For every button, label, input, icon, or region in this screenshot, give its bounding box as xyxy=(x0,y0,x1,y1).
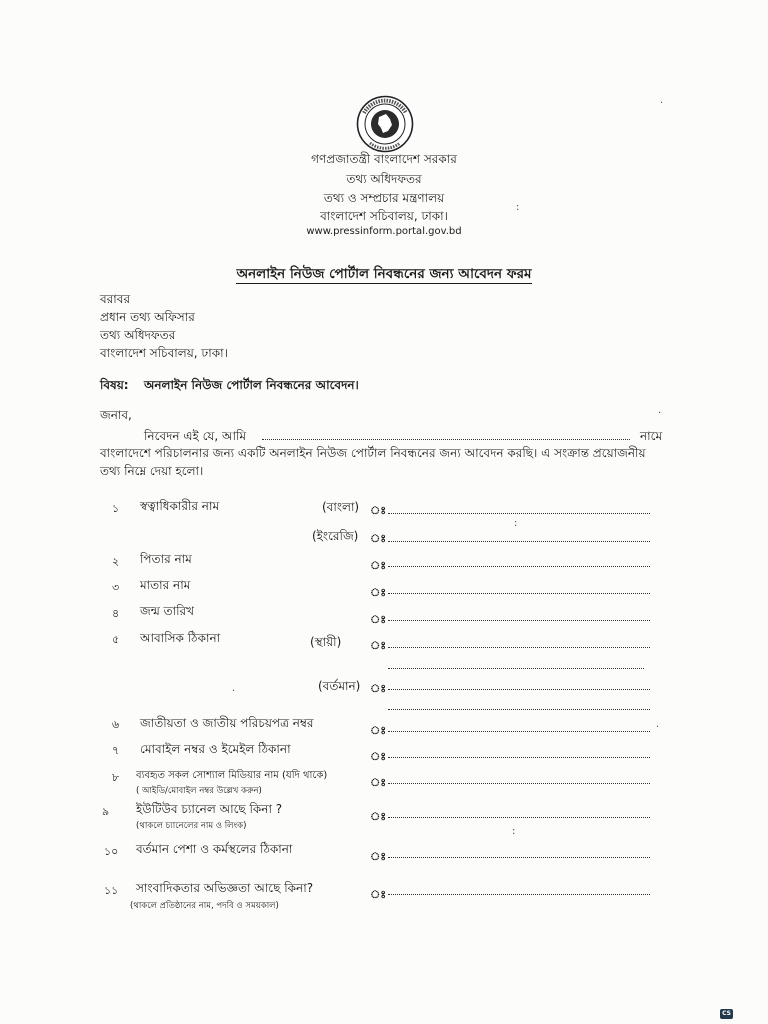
field-number: ৫ xyxy=(112,633,120,646)
recipient-office: তথ্য অধিদফতর xyxy=(100,328,176,342)
scanner-badge-icon: CS xyxy=(720,1009,733,1019)
scan-speck: : xyxy=(512,826,516,837)
field-colon: ঃ xyxy=(370,532,387,545)
journalism-experience-blank[interactable] xyxy=(388,894,650,895)
father-name-blank[interactable] xyxy=(388,566,650,567)
scan-speck: · xyxy=(658,408,662,419)
field-label-mobile-email: মোবাইল নম্বর ও ইমেইল ঠিকানা xyxy=(140,742,291,756)
occupation-blank[interactable] xyxy=(388,857,650,858)
field-colon: ঃ xyxy=(370,639,387,652)
scan-speck: · xyxy=(232,686,236,697)
field-colon: ঃ xyxy=(370,810,387,823)
scan-speck: : xyxy=(514,518,518,529)
field-sublabel-youtube: (থাকলে চ্যানেলের নাম ও লিংক) xyxy=(136,821,247,831)
form-title: অনলাইন নিউজ পোর্টাল নিবন্ধনের জন্য আবেদন ফরম xyxy=(236,266,532,282)
salutation: জনাব, xyxy=(100,408,132,422)
field-number: ৬ xyxy=(112,718,120,731)
field-qualifier-english: (ইংরেজি) xyxy=(312,529,359,543)
field-colon: ঃ xyxy=(370,559,387,572)
field-label-residential-address: আবাসিক ঠিকানা xyxy=(140,631,221,645)
field-colon: ঃ xyxy=(370,724,387,737)
field-number: ৯ xyxy=(102,805,110,818)
mother-name-blank[interactable] xyxy=(388,593,650,594)
permanent-address-blank-2[interactable] xyxy=(388,668,644,669)
scan-speck: : xyxy=(516,202,520,213)
field-qualifier-bangla: (বাংলা) xyxy=(322,500,360,514)
field-label-occupation: বর্তমান পেশা ও কর্মস্থলের ঠিকানা xyxy=(136,842,293,856)
subject-label: বিষয়: xyxy=(100,378,129,392)
body-paragraph: বাংলাদেশে পরিচালনার জন্য একটি অনলাইন নিউজ পোর্টাল নিবন্ধনের জন্য আবেদন করছি। এ সংক্রান্ত প্রয়োজনীয় তথ্য নিম্নে দেয়া হলো। xyxy=(100,446,646,478)
field-label-birth-date: জন্ম তারিখ xyxy=(140,604,195,618)
field-number: ৮ xyxy=(112,771,120,784)
applicant-name-blank[interactable] xyxy=(262,439,630,440)
ministry-name: তথ্য ও সম্প্রচার মন্ত্রণালয় xyxy=(323,191,445,205)
field-label-social-media: ব্যবহৃত সকল সোশ্যাল মিডিয়ার নাম (যদি থাকে) xyxy=(136,770,328,781)
field-number: ১ xyxy=(112,502,120,515)
field-qualifier-present: (বর্তমান) xyxy=(318,679,361,693)
body-line1-start: নিবেদন এই যে, আমি xyxy=(144,429,247,443)
field-colon: ঃ xyxy=(370,504,387,517)
recipient-designation: প্রধান তথ্য অফিসার xyxy=(100,310,195,324)
field-colon: ঃ xyxy=(370,776,387,789)
social-media-blank[interactable] xyxy=(388,783,650,784)
field-qualifier-permanent: (স্থায়ী) xyxy=(310,635,342,649)
field-label-journalism-experience: সাংবাদিকতার অভিজ্ঞতা আছে কিনা? xyxy=(136,881,314,895)
department-name: তথ্য অধিদফতর xyxy=(346,172,422,186)
field-colon: ঃ xyxy=(370,750,387,763)
government-name: গণপ্রজাতন্ত্রী বাংলাদেশ সরকার xyxy=(311,152,457,166)
birth-date-blank[interactable] xyxy=(388,620,650,621)
permanent-address-blank[interactable] xyxy=(388,647,650,648)
field-number: ৩ xyxy=(112,581,120,594)
field-number: ৪ xyxy=(112,607,120,620)
owner-name-english-blank[interactable] xyxy=(388,541,650,542)
owner-name-bangla-blank[interactable] xyxy=(388,513,650,514)
mobile-email-blank[interactable] xyxy=(388,757,650,758)
present-address-blank[interactable] xyxy=(388,689,650,690)
field-label-father-name: পিতার নাম xyxy=(140,552,192,566)
field-colon: ঃ xyxy=(370,682,387,695)
youtube-blank[interactable] xyxy=(388,817,650,818)
nationality-nid-blank[interactable] xyxy=(388,731,650,732)
field-colon: ঃ xyxy=(370,586,387,599)
subject-text: অনলাইন নিউজ পোর্টাল নিবন্ধনের আবেদন। xyxy=(144,378,359,392)
field-label-nationality-nid: জাতীয়তা ও জাতীয় পরিচয়পত্র নম্বর xyxy=(140,716,314,730)
field-colon: ঃ xyxy=(370,888,387,901)
field-number: ২ xyxy=(112,555,120,568)
field-label-mother-name: মাতার নাম xyxy=(140,578,191,592)
field-label-owner-name: স্বত্বাধিকারীর নাম xyxy=(140,499,220,513)
scan-speck: · xyxy=(656,722,660,733)
field-colon: ঃ xyxy=(370,850,387,863)
government-seal-icon xyxy=(356,95,414,153)
field-sublabel-journalism-experience: (থাকলে প্রতিষ্ঠানের নাম, পদবি ও সময়কাল) xyxy=(130,901,279,911)
field-sublabel-social-media: ( আইডি/মোবাইল নম্বর উল্লেখ করুন) xyxy=(136,786,262,796)
field-colon: ঃ xyxy=(370,613,387,626)
website-url: www.pressinform.portal.gov.bd xyxy=(306,226,462,237)
scan-speck: · xyxy=(660,98,664,109)
field-label-youtube: ইউটিউব চ্যানেল আছে কিনা ? xyxy=(136,802,283,816)
field-number: ৭ xyxy=(112,744,120,757)
present-address-blank-2[interactable] xyxy=(388,709,650,710)
field-number: ১১ xyxy=(104,884,119,897)
body-line1-end: নামে xyxy=(640,429,663,443)
office-address: বাংলাদেশ সচিবালয়, ঢাকা। xyxy=(320,209,448,223)
recipient-address: বাংলাদেশ সচিবালয়, ঢাকা। xyxy=(100,346,228,360)
field-number: ১০ xyxy=(104,845,119,858)
recipient-to: বরাবর xyxy=(100,292,131,306)
